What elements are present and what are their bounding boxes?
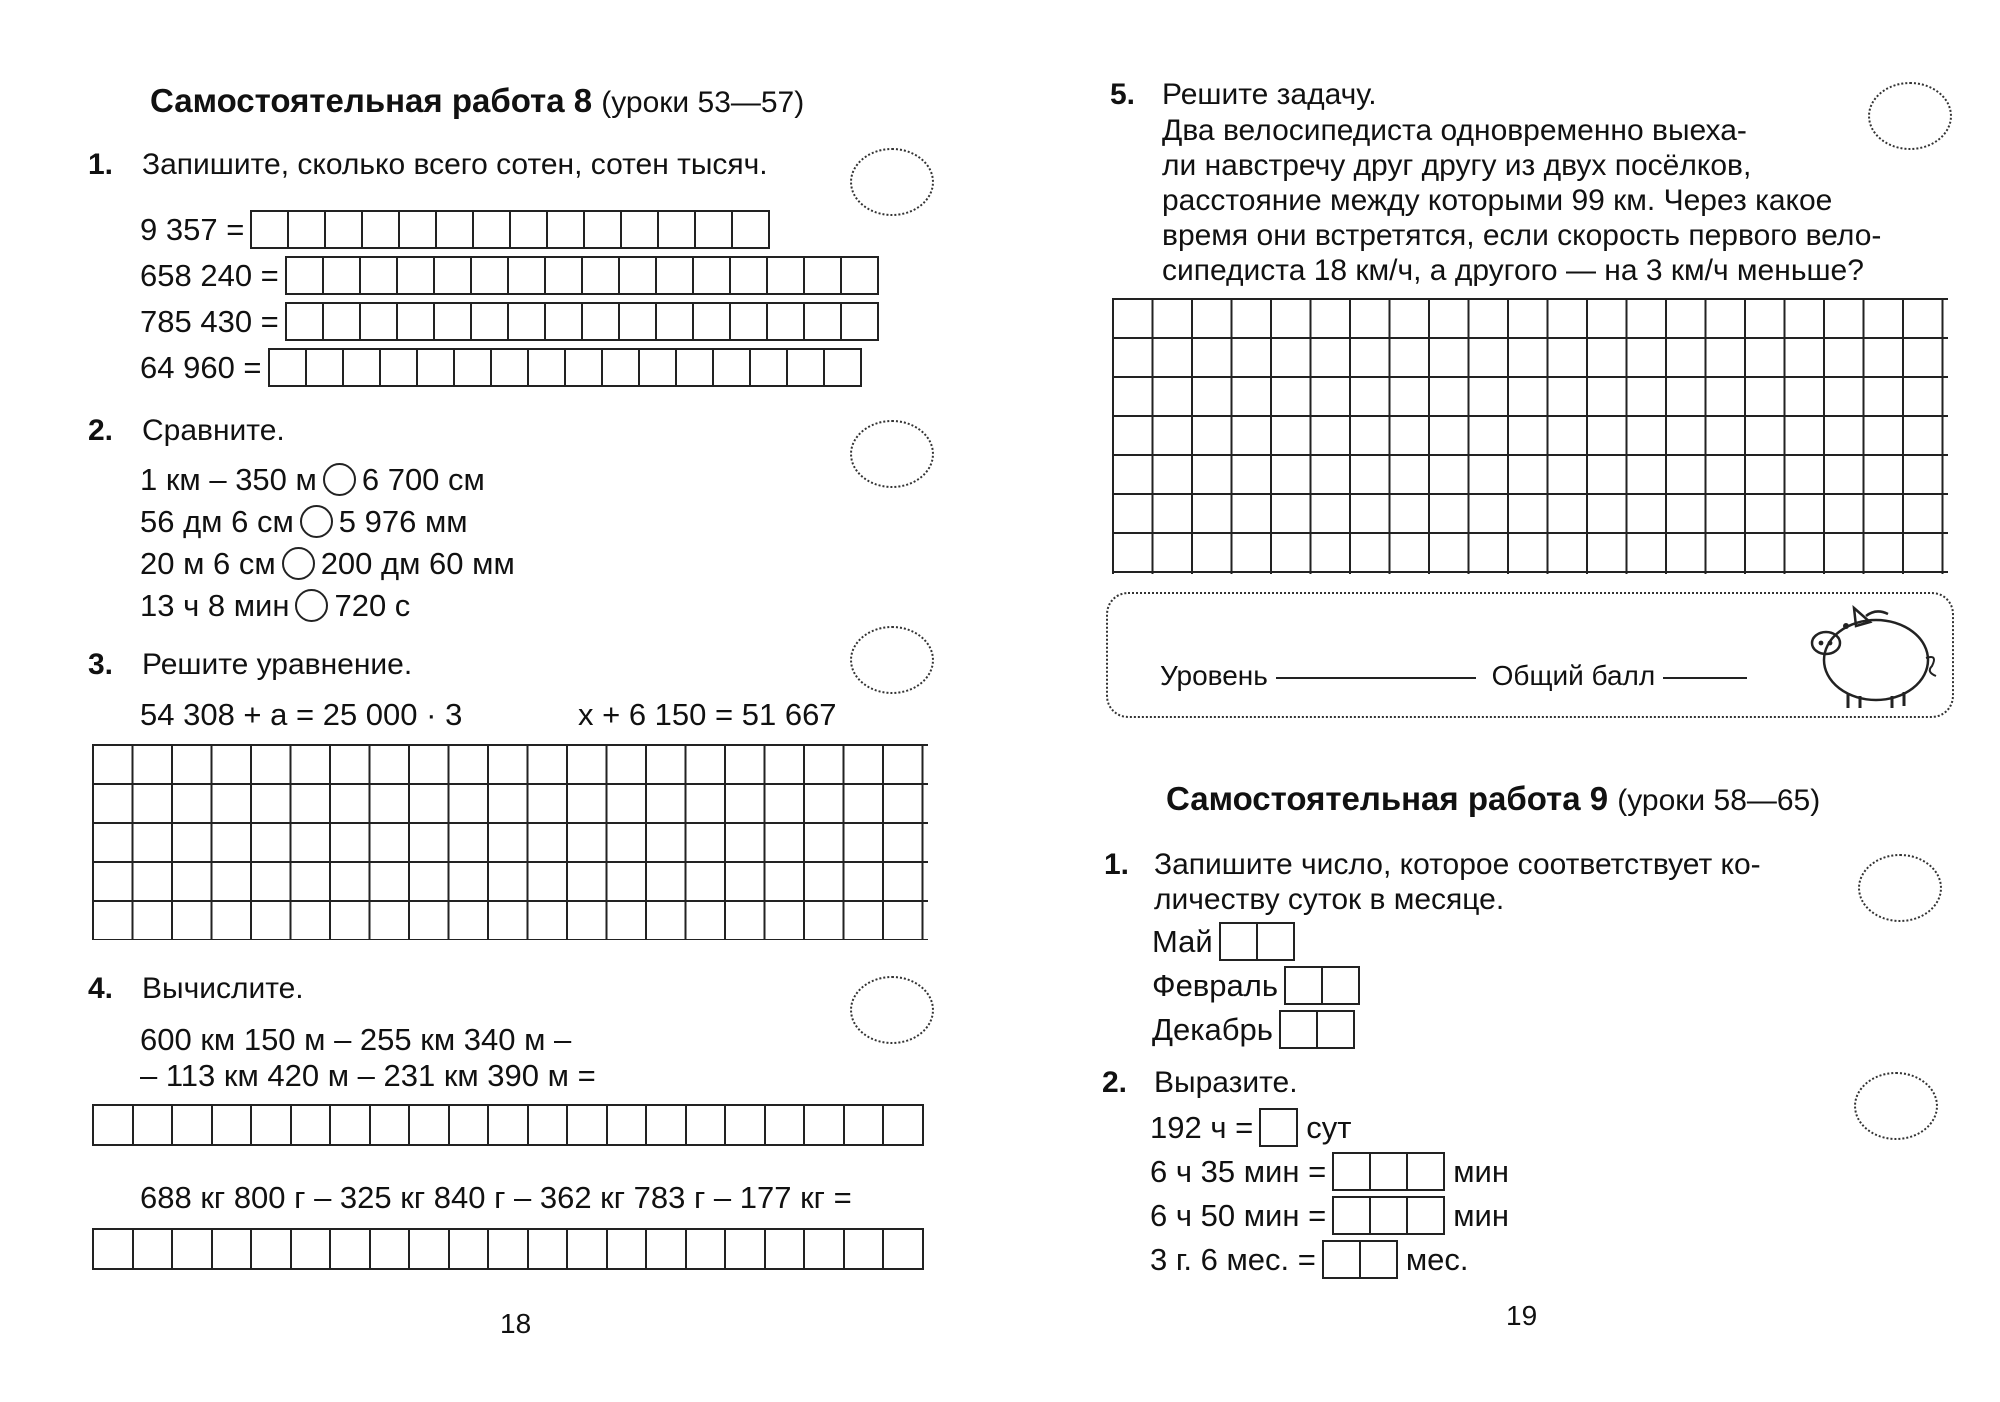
- task-number: 3.: [88, 648, 114, 681]
- month-row: Февраль: [1152, 966, 1360, 1005]
- evaluation-row: [1160, 660, 1755, 692]
- answer-row: 785 430 =: [140, 302, 879, 341]
- answer-cells[interactable]: [250, 210, 770, 249]
- answer-cells[interactable]: [268, 348, 862, 387]
- page-title: Самостоятельная работа 9 (уроки 58—65): [1166, 780, 1821, 817]
- task-text: Запишите число, которое соответствует ко-: [1154, 848, 1761, 881]
- score-circle[interactable]: [1858, 854, 1942, 922]
- score-circle[interactable]: [850, 976, 934, 1044]
- task-text: личеству суток в месяце.: [1154, 883, 1505, 916]
- month-row: Май: [1152, 922, 1295, 961]
- answer-cells[interactable]: [1322, 1240, 1398, 1279]
- convert-row: 6 ч 50 мин = мин: [1150, 1196, 1509, 1235]
- task-number: 4.: [88, 972, 114, 1005]
- answer-row: 658 240 =: [140, 256, 879, 295]
- page-number: 19: [1506, 1300, 1538, 1331]
- convert-row: 192 ч = сут: [1150, 1108, 1351, 1147]
- score-circle[interactable]: [850, 420, 934, 488]
- compare-row: 1 км – 350 м 6 700 см: [140, 462, 485, 497]
- problem-line: ли навстречу друг другу из двух посёлков,: [1162, 149, 1752, 182]
- problem-line: сипедиста 18 км/ч, а другого — на 3 км/ч меньше?: [1162, 254, 1864, 287]
- answer-cells[interactable]: [285, 256, 879, 295]
- problem-line: время они встретятся, если скорость первого вело-: [1162, 219, 1882, 252]
- problem-line: Два велосипедиста одновременно выеха-: [1162, 114, 1747, 147]
- solution-grid[interactable]: [1112, 298, 1948, 574]
- answer-cells[interactable]: [92, 1104, 924, 1146]
- answer-cells[interactable]: [1332, 1196, 1445, 1235]
- compare-circle[interactable]: [323, 463, 356, 496]
- task-number: 1.: [88, 148, 114, 181]
- compare-circle[interactable]: [282, 547, 315, 580]
- answer-cells[interactable]: [1259, 1108, 1298, 1147]
- score-blank[interactable]: [1663, 677, 1747, 679]
- expression-line: 688 кг 800 г – 325 кг 840 г – 362 кг 783 г – 177 кг =: [140, 1180, 852, 1215]
- expression-line: – 113 км 420 м – 231 км 390 м =: [140, 1058, 596, 1093]
- compare-row: 20 м 6 см 200 дм 60 мм: [140, 546, 515, 581]
- month-row: Декабрь: [1152, 1010, 1355, 1049]
- problem-line: Решите задачу.: [1162, 78, 1377, 111]
- answer-cells[interactable]: [285, 302, 879, 341]
- score-circle[interactable]: [850, 148, 934, 216]
- task-text: Вычислите.: [142, 972, 304, 1005]
- level-label: Уровень: [1160, 660, 1268, 691]
- convert-row: 6 ч 35 мин = мин: [1150, 1152, 1509, 1191]
- equation-2: x + 6 150 = 51 667: [578, 697, 837, 732]
- answer-cells[interactable]: [1332, 1152, 1445, 1191]
- equation-1: 54 308 + a = 25 000 · 3: [140, 697, 463, 732]
- compare-circle[interactable]: [300, 505, 333, 538]
- answer-cells[interactable]: [1219, 922, 1295, 961]
- answer-row: 9 357 =: [140, 210, 770, 249]
- task-number: 1.: [1104, 848, 1130, 881]
- task-number: 5.: [1110, 78, 1136, 111]
- level-blank[interactable]: [1276, 677, 1476, 679]
- score-circle[interactable]: [1854, 1072, 1938, 1140]
- page-title: Самостоятельная работа 8 (уроки 53—57): [150, 82, 805, 119]
- piggy-bank-icon: [1796, 598, 1946, 716]
- task-text: Выразите.: [1154, 1066, 1298, 1099]
- answer-cells[interactable]: [92, 1228, 924, 1270]
- compare-row: 56 дм 6 см 5 976 мм: [140, 504, 468, 539]
- answer-row: 64 960 =: [140, 348, 862, 387]
- score-circle[interactable]: [850, 626, 934, 694]
- solution-grid[interactable]: [92, 744, 928, 940]
- compare-row: 13 ч 8 мин 720 с: [140, 588, 411, 623]
- score-label: Общий балл: [1491, 660, 1656, 691]
- task-number: 2.: [88, 414, 114, 447]
- problem-line: расстояние между которыми 99 км. Через какое: [1162, 184, 1833, 217]
- page-number: 18: [500, 1308, 532, 1339]
- answer-cells[interactable]: [1279, 1010, 1355, 1049]
- task-text: Решите уравнение.: [142, 648, 413, 681]
- answer-cells[interactable]: [1284, 966, 1360, 1005]
- convert-row: 3 г. 6 мес. = мес.: [1150, 1240, 1469, 1279]
- compare-circle[interactable]: [295, 589, 328, 622]
- task-number: 2.: [1102, 1066, 1128, 1099]
- expression-line: 600 км 150 м – 255 км 340 м –: [140, 1022, 572, 1057]
- task-text: Сравните.: [142, 414, 285, 447]
- score-circle[interactable]: [1868, 82, 1952, 150]
- task-text: Запишите, сколько всего сотен, сотен тысяч.: [142, 148, 768, 181]
